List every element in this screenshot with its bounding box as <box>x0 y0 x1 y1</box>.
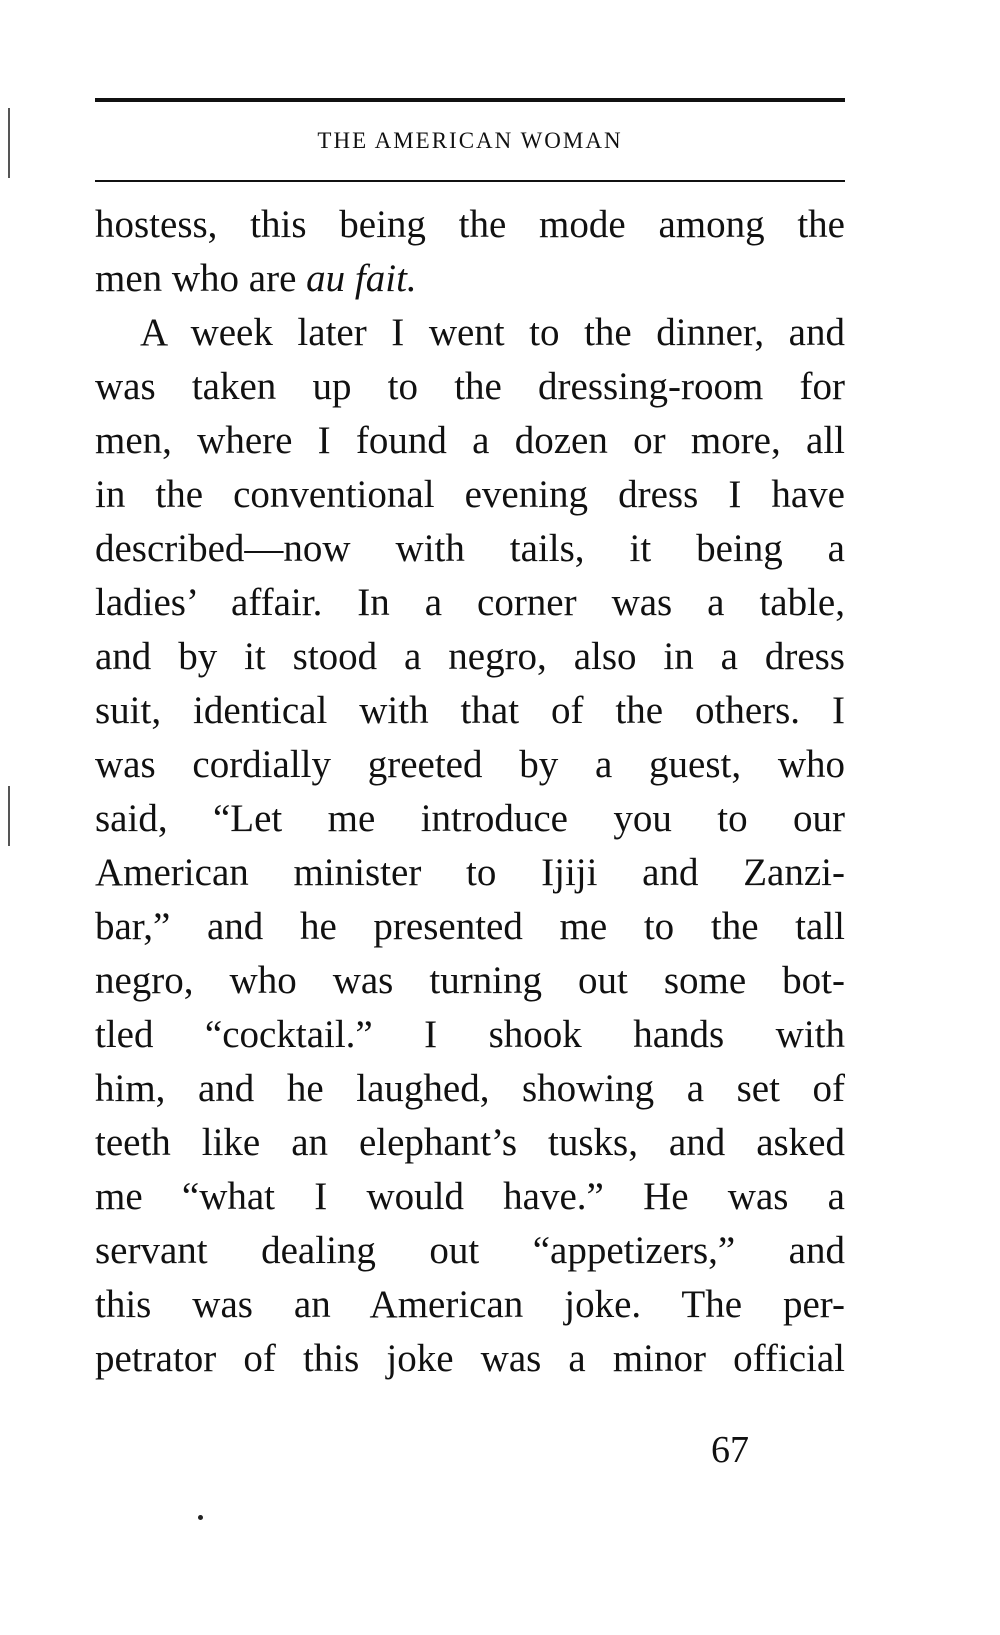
text-line: servant dealing out “appetizers,” and <box>95 1229 845 1272</box>
text-line: and by it stood a negro, also in a dress <box>95 635 845 678</box>
text-line: was cordially greeted by a guest, who <box>95 743 845 786</box>
text-line: A week later I went to the dinner, and <box>140 311 845 354</box>
text-line-start: men who are <box>95 257 307 300</box>
margin-mark <box>8 108 10 178</box>
text-line: hostess, this being the mode among the <box>95 203 845 246</box>
page-number: 67 <box>711 1429 749 1471</box>
text-line <box>95 252 845 306</box>
text-line: American minister to Ijiji and Zanzi- <box>95 851 845 894</box>
margin-mark <box>8 786 10 846</box>
text-line: said, “Let me introduce you to our <box>95 797 845 840</box>
text-line: negro, who was turning out some bot- <box>95 959 845 1002</box>
ink-speck <box>198 1515 203 1520</box>
text-line: ladies’ affair. In a corner was a table, <box>95 581 845 624</box>
header-rule-top <box>95 98 845 102</box>
text-line: me “what I would have.” He was a <box>95 1175 845 1218</box>
text-line: in the conventional evening dress I have <box>95 473 845 516</box>
text-line: tled “cocktail.” I shook hands with <box>95 1013 845 1056</box>
italic-phrase: au fait. <box>306 257 417 300</box>
text-line: described—now with tails, it being a <box>95 527 845 570</box>
text-line: petrator of this joke was a minor official <box>95 1337 845 1380</box>
running-head: THE AMERICAN WOMAN <box>317 128 623 153</box>
text-line: suit, identical with that of the others. I <box>95 689 845 732</box>
text-line: was taken up to the dressing-room for <box>95 365 845 408</box>
text-line: him, and he laughed, showing a set of <box>95 1067 845 1110</box>
text-line: this was an American joke. The per- <box>95 1283 845 1326</box>
header-rule-bottom <box>95 180 845 182</box>
body-text <box>95 198 845 1386</box>
text-line: bar,” and he presented me to the tall <box>95 905 845 948</box>
text-line: men, where I found a dozen or more, all <box>95 419 845 462</box>
text-line: teeth like an elephant’s tusks, and asked <box>95 1121 845 1164</box>
